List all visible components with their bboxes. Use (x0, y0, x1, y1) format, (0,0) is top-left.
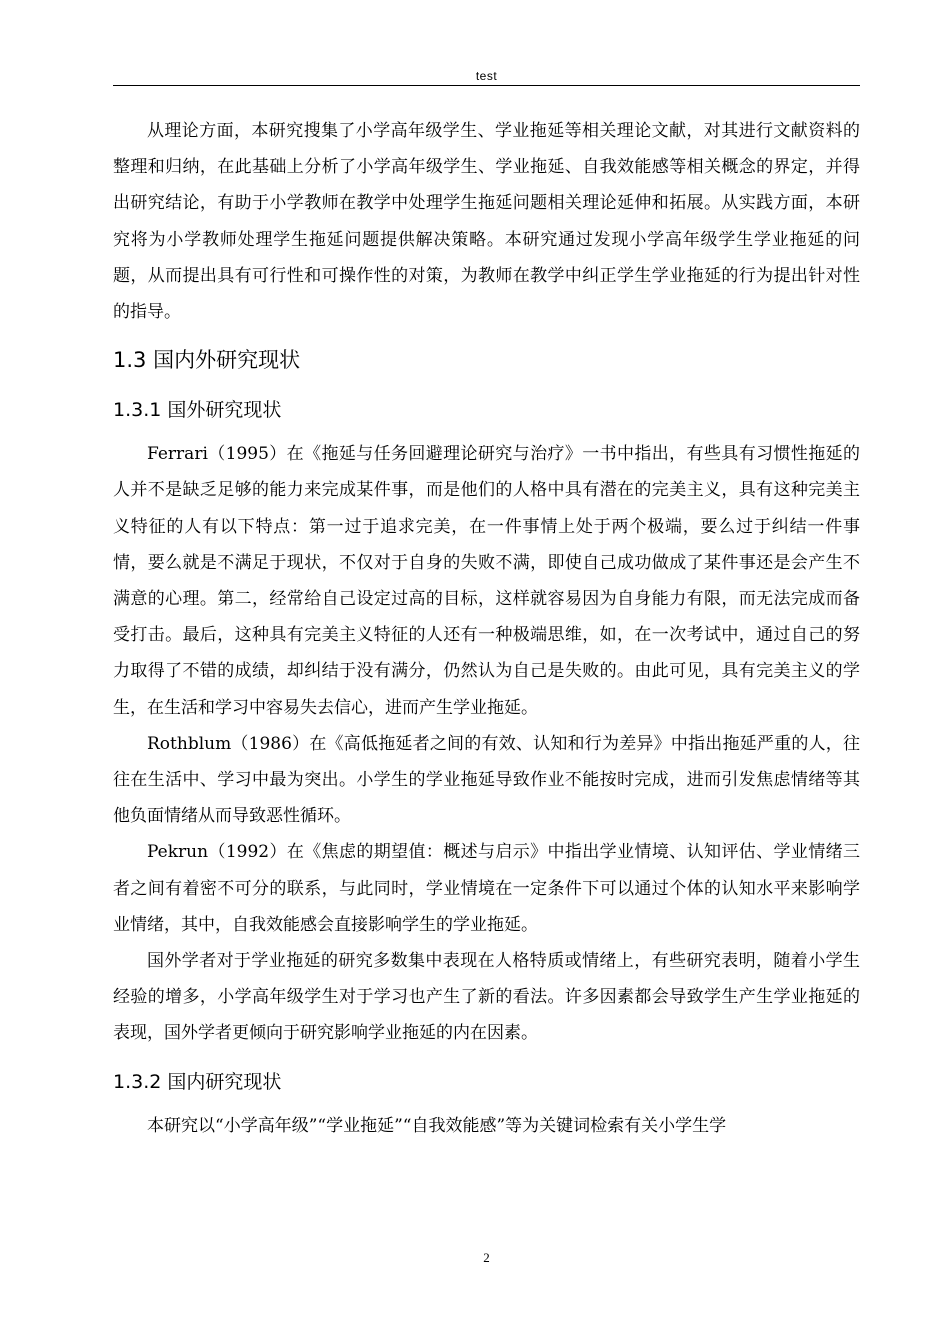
header-rule (113, 85, 860, 86)
page-header: test (475, 69, 498, 83)
paragraph-domestic-intro: 本研究以“小学高年级”“学业拖延”“自我效能感”等为关键词检索有关小学生学 (147, 1115, 727, 1136)
section-heading-1-3-1: 1.3.1 国外研究现状 (113, 399, 282, 422)
paragraph-ferrari: Ferrari（1995）在《拖延与任务回避理论研究与治疗》一书中指出，有些具有习惯性拖延的人并不是缺乏足够的能力来完成某件事，而是他们的人格中具有潜在的完美主义，具有这种完美主义特征的人有以下特点：第一过于追求完美，在一件事情上处于两个极端，要么过于纠结一件事情，要么就是不满足于现状，不仅对于自身的失败不满，即使自己成功做成了某件事还是会产生不满意的心理。第二，经常给自己设定过高的目标，这样就容易因为自身能力有限，而无法完成而备受打击。最后，这种具有完美主义特征的人还有一种极端思维，如，在一次考试中，通过自己的努力取得了不错的成绩，却纠结于没有满分，仍然认为自己是失败的。由此可见，具有完美主义的学生，在生活和学习中容易失去信心，进而产生学业拖延。 (113, 444, 860, 718)
page-body (113, 113, 860, 1144)
paragraph-foreign-summary: 国外学者对于学业拖延的研究多数集中表现在人格特质或情绪上，有些研究表明，随着小学生经验的增多，小学高年级学生对于学习也产生了新的看法。许多因素都会导致学生产生学业拖延的表现，国外学者更倾向于研究影响学业拖延的内在因素。 (113, 951, 860, 1044)
paragraph-pekrun: Pekrun（1992）在《焦虑的期望值：概述与启示》中指出学业情境、认知评估、学业情绪三者之间有着密不可分的联系，与此同时，学业情境在一定条件下可以通过个体的认知水平来影响学业情绪，其中，自我效能感会直接影响学生的学业拖延。 (113, 842, 860, 935)
paragraph-rothblum: Rothblum（1986）在《高低拖延者之间的有效、认知和行为差异》中指出拖延严重的人，往往在生活中、学习中最为突出。小学生的学业拖延导致作业不能按时完成，进而引发焦虑情绪等其他负面情绪从而导致恶性循环。 (113, 733, 860, 827)
page-number: 2 (483, 1250, 490, 1265)
paragraph-theory-practice: 从理论方面，本研究搜集了小学高年级学生、学业拖延等相关理论文献，对其进行文献资料的整理和归纳，在此基础上分析了小学高年级学生、学业拖延、自我效能感等相关概念的界定，并得出研究结论，有助于小学教师在教学中处理学生拖延问题相关理论延伸和拓展。从实践方面，本研究将为小学教师处理学生拖延问题提供解决策略。本研究通过发现小学高年级学生学业拖延的问题，从而提出具有可行性和可操作性的对策，为教师在教学中纠正学生学业拖延的行为提出针对性的指导。 (113, 121, 860, 323)
section-heading-1-3-2: 1.3.2 国内研究现状 (113, 1070, 282, 1093)
section-heading-1-3: 1.3 国内外研究现状 (113, 348, 301, 373)
